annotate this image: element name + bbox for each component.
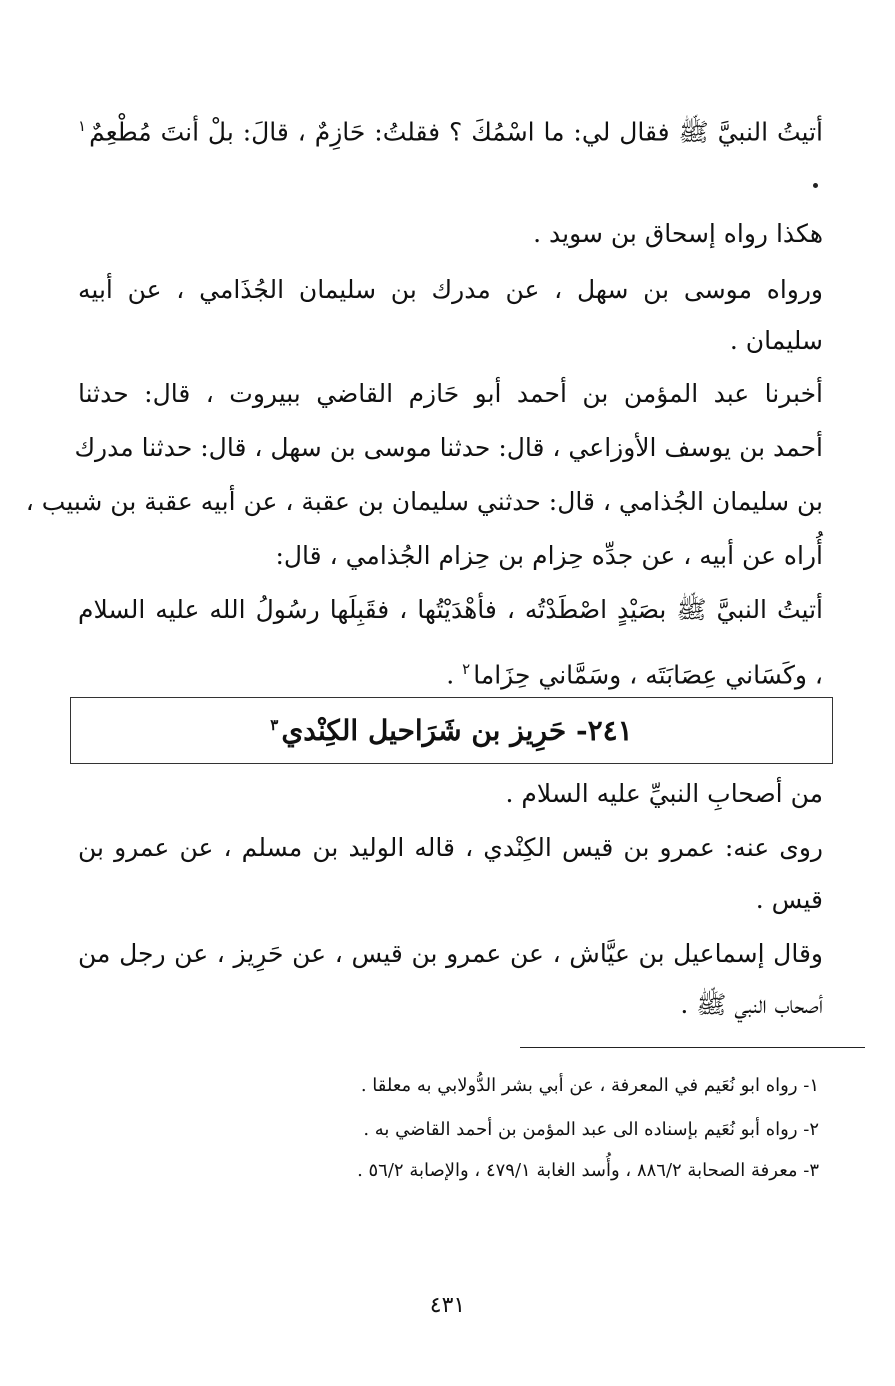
footnote: ١- رواه ابو نُعَيم في المعرفة ، عن أبي بشر الدُّولابي به معلقا . bbox=[360, 1075, 819, 1096]
text-line: أتيتُ النبيَّ ﷺ بصَيْدٍ اصْطَدْتُه ، فأهْدَيْتُها ، فقَبِلَها رسُولُ الله عليه السلام bbox=[78, 595, 823, 624]
footnote-marker: ٣ bbox=[270, 715, 279, 734]
text-line: ورواه موسى بن سهل ، عن مدرك بن سليمان الجُذَامي ، عن أبيه bbox=[78, 275, 823, 304]
text-line: أتيتُ النبيَّ ﷺ فقال لي: ما اسْمُكَ ؟ فقلتُ: حَازِمٌ ، قالَ: بلْ أنتَ مُطْعِمٌ$^١$ bbox=[78, 117, 823, 147]
footnote-separator bbox=[520, 1047, 865, 1048]
text-line: أحمد بن يوسف الأوزاعي ، قال: حدثنا موسى بن سهل ، قال: حدثنا مدرك bbox=[74, 433, 823, 462]
text-line: سليمان . bbox=[729, 326, 823, 355]
section-heading-box bbox=[70, 697, 833, 764]
footnote-marker: ١ bbox=[78, 117, 87, 135]
text-line: أخبرنا عبد المؤمن بن أحمد أبو حَازم القاضي ببيروت ، قال: حدثنا bbox=[78, 379, 823, 408]
text-line: هكذا رواه إسحاق بن سويد . bbox=[533, 219, 823, 248]
section-heading: ٢٤١- حَرِيز بن شَرَاحيل الكِنْدي$^٣$ bbox=[270, 714, 633, 747]
text-line: أصحاب النبي ﷺ . bbox=[680, 990, 823, 1019]
text-line: من أصحابِ النبيِّ عليه السلام . bbox=[505, 779, 823, 808]
footnote: ٣- معرفة الصحابة ٨٨٦/٢ ، وأُسد الغابة ٤٧٩/١ ، والإصابة ٥٦/٢ . bbox=[357, 1160, 819, 1181]
footnote-marker: ٢ bbox=[462, 660, 471, 678]
footnote: ٢- رواه أبو نُعَيم بإسناده الى عبد المؤمن بن أحمد القاضي به . bbox=[363, 1119, 819, 1140]
text-line: قيس . bbox=[755, 885, 823, 914]
stray-dot bbox=[813, 183, 818, 188]
text-line: وقال إسماعيل بن عيَّاش ، عن عمرو بن قيس ، عن حَرِيز ، عن رجل من bbox=[78, 939, 823, 968]
page-number: ٤٣١ bbox=[429, 1293, 466, 1318]
text-line: بن سليمان الجُذامي ، قال: حدثني سليمان بن عقبة ، عن أبيه عقبة بن شبيب ، bbox=[25, 487, 823, 516]
text-line: أُراه عن أبيه ، عن جدِّه حِزام بن حِزام الجُذامي ، قال: bbox=[275, 541, 823, 570]
text-line: روى عنه: عمرو بن قيس الكِنْدي ، قاله الوليد بن مسلم ، عن عمرو بن bbox=[78, 833, 823, 862]
text-line: ، وكَسَاني عِصَابَتَه ، وسَمَّاني حِزَاما$^٢$ . bbox=[446, 660, 823, 690]
